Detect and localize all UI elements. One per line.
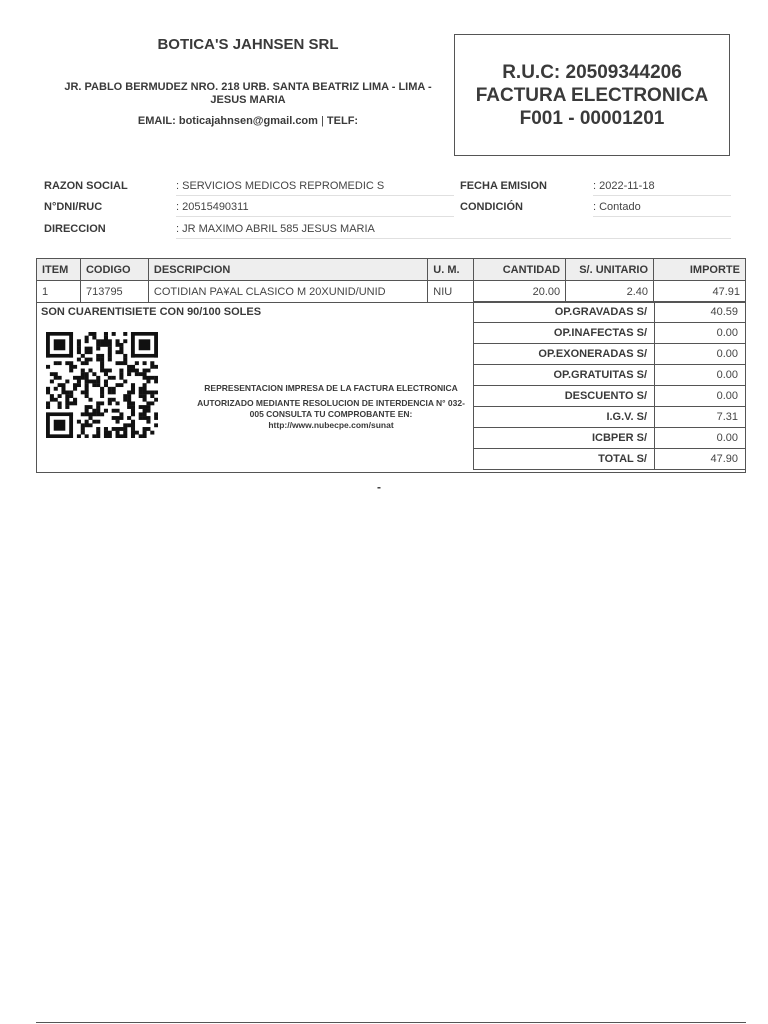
total-label: I.G.V. S/ xyxy=(474,407,655,428)
document-number: F001 - 00001201 xyxy=(519,108,665,129)
contact-separator: | xyxy=(321,115,324,127)
cell-unitario: 2.40 xyxy=(566,281,654,303)
email-label: EMAIL: xyxy=(137,115,176,127)
cell-item: 1 xyxy=(37,281,81,303)
qr-code-icon xyxy=(46,332,158,438)
col-importe: IMPORTE xyxy=(654,259,746,281)
total-label: OP.GRATUITAS S/ xyxy=(474,365,655,386)
total-label: OP.GRAVADAS S/ xyxy=(474,302,655,323)
items-header-row xyxy=(37,259,746,281)
fecha-value: : 2022-11-18 xyxy=(593,180,731,196)
col-um: U. M. xyxy=(428,259,474,281)
total-value: 40.59 xyxy=(655,302,746,323)
table-row xyxy=(37,281,746,303)
representation-line2: AUTORIZADO MEDIANTE RESOLUCION DE INTERDENCIA N° 032-005 CONSULTA TU COMPROBANTE EN: xyxy=(197,398,465,419)
ruc-box xyxy=(454,34,730,156)
total-value: 0.00 xyxy=(655,386,746,407)
condicion-value: : Contado xyxy=(593,201,731,217)
representation-text xyxy=(194,383,468,435)
total-label: TOTAL S/ xyxy=(474,449,655,470)
total-row xyxy=(474,344,746,365)
company-name: BOTICA'S JAHNSEN SRL xyxy=(157,36,339,53)
direccion-label: DIRECCION xyxy=(44,223,106,235)
total-value: 0.00 xyxy=(655,344,746,365)
ruc-number: R.U.C: 20509344206 xyxy=(502,62,682,83)
totals-table xyxy=(473,301,746,470)
cell-um: NIU xyxy=(428,281,474,303)
total-value: 47.90 xyxy=(655,449,746,470)
total-label: ICBPER S/ xyxy=(474,428,655,449)
col-descripcion: DESCRIPCION xyxy=(148,259,427,281)
total-value: 0.00 xyxy=(655,365,746,386)
amount-in-words: SON CUARENTISIETE CON 90/100 SOLES xyxy=(41,306,262,318)
document-type: FACTURA ELECTRONICA xyxy=(475,85,709,106)
total-row xyxy=(474,449,746,470)
total-label: OP.INAFECTAS S/ xyxy=(474,323,655,344)
dni-label: N°DNI/RUC xyxy=(44,201,103,213)
footer-mark: - xyxy=(377,480,381,494)
cell-codigo: 713795 xyxy=(80,281,148,303)
total-value: 0.00 xyxy=(655,428,746,449)
company-contact xyxy=(48,115,448,127)
col-unitario: S/. UNITARIO xyxy=(566,259,654,281)
condicion-label: CONDICIÓN xyxy=(460,201,523,213)
total-row xyxy=(474,302,746,323)
col-codigo: CODIGO xyxy=(80,259,148,281)
total-row xyxy=(474,407,746,428)
razon-social-label: RAZON SOCIAL xyxy=(44,180,128,192)
cell-importe: 47.91 xyxy=(654,281,746,303)
representation-line1: REPRESENTACION IMPRESA DE LA FACTURA ELECTRONICA xyxy=(204,383,458,393)
col-cantidad: CANTIDAD xyxy=(474,259,566,281)
razon-social-value: : SERVICIOS MEDICOS REPROMEDIC S xyxy=(176,180,454,196)
dni-value: : 20515490311 xyxy=(176,201,454,217)
total-row xyxy=(474,365,746,386)
total-row xyxy=(474,428,746,449)
col-item: ITEM xyxy=(37,259,81,281)
total-label: OP.EXONERADAS S/ xyxy=(474,344,655,365)
total-value: 7.31 xyxy=(655,407,746,428)
phone-label: TELF: xyxy=(326,115,359,127)
direccion-value: : JR MAXIMO ABRIL 585 JESUS MARIA xyxy=(176,223,731,239)
email-value: boticajahnsen@gmail.com xyxy=(178,115,318,127)
company-address: JR. PABLO BERMUDEZ NRO. 218 URB. SANTA BEATRIZ LIMA - LIMA - JESUS MARIA xyxy=(64,81,432,106)
total-value: 0.00 xyxy=(655,323,746,344)
items-table xyxy=(36,258,746,303)
cell-cantidad: 20.00 xyxy=(474,281,566,303)
total-label: DESCUENTO S/ xyxy=(474,386,655,407)
fecha-label: FECHA EMISION xyxy=(460,180,547,192)
total-row xyxy=(474,323,746,344)
footer-divider xyxy=(36,1022,746,1023)
cell-descripcion: COTIDIAN PA¥AL CLASICO M 20XUNID/UNID xyxy=(148,281,427,303)
representation-url: http://www.nubecpe.com/sunat xyxy=(268,420,394,430)
total-row xyxy=(474,386,746,407)
